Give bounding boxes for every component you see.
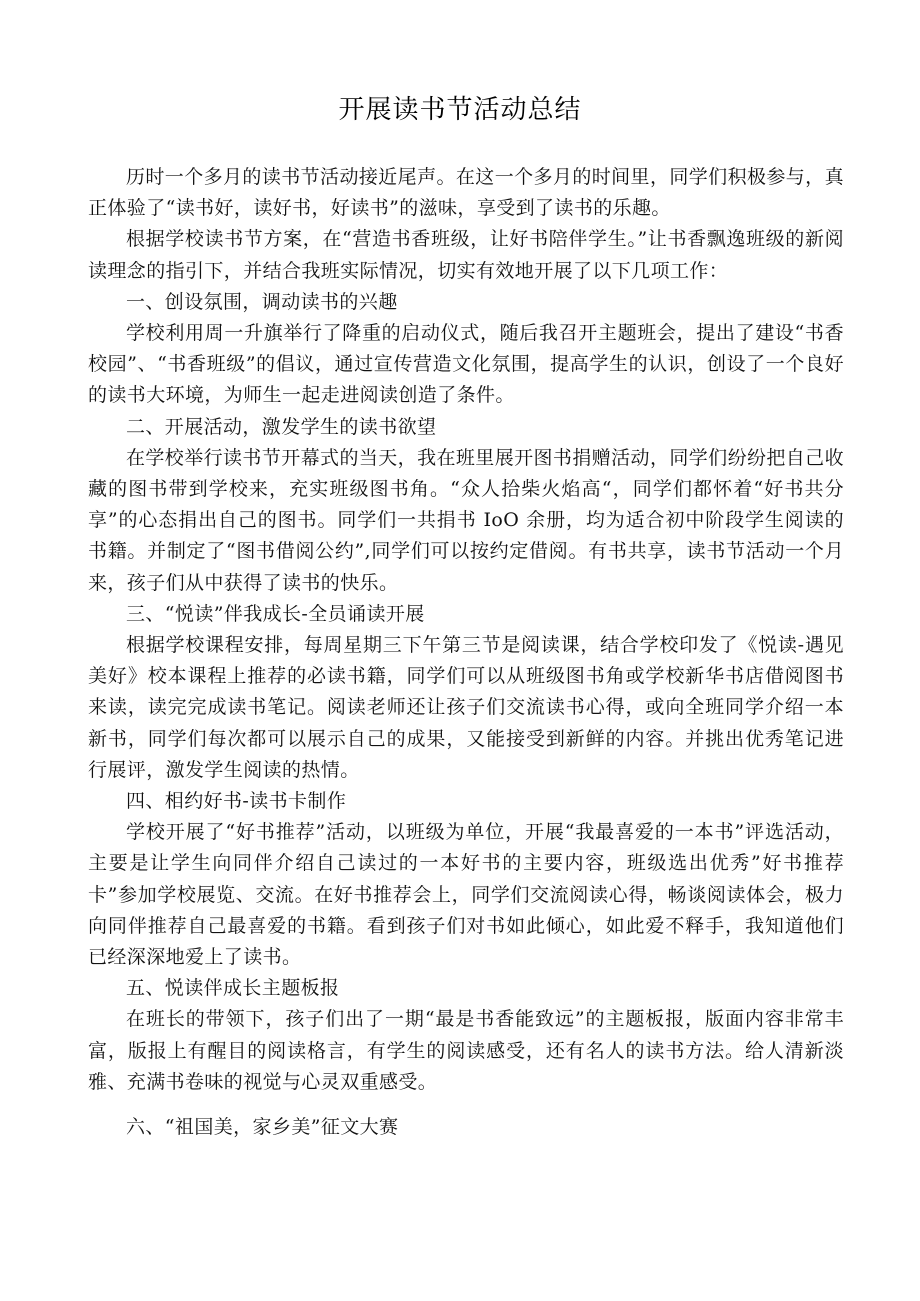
document-title: 开展读书节活动总结: [338, 95, 582, 125]
document-body: [88, 162, 844, 1143]
section-heading-4: 四、相约好书-读书卡制作: [126, 790, 347, 813]
section-heading-6: 六、“祖国美，家乡美”征文大赛: [126, 1116, 399, 1139]
section-heading-3: 三、“悦读”伴我成长-全员诵读开展: [126, 602, 425, 625]
section-1-paragraph: 学校利用周一升旗举行了降重的启动仪式，随后我召开主题班会，提出了建设“书香校园”、“书香班级”的倡议，通过宣传营造文化氛围，提高学生的认识，创设了一个良好的读书大环境，为师生一起走进阅读创造了条件。: [88, 322, 844, 407]
section-heading-1: 一、创设氛围，调动读书的兴趣: [126, 290, 398, 313]
section-2-paragraph: 在学校举行读书节开幕式的当天，我在班里展开图书捐赠活动，同学们纷纷把自己收藏的图书带到学校来，充实班级图书角。“众人拾柴火焰高“，同学们都怀着“好书共分享”的心态捐出自己的图书。同学们一共捐书 IoO 余册，均为适合初中阶段学生阅读的书籍。并制定了“图书借阅公约”,同学们可以按约定借阅。有书共享，读书节活动一个月来，孩子们从中获得了读书的快乐。: [88, 446, 844, 594]
section-4-paragraph: 学校开展了“好书推荐”活动，以班级为单位，开展“我最喜爱的一本书”评选活动，主要是让学生向同伴介绍自己读过的一本好书的主要内容，班级选出优秀”好书推荐卡”参加学校展览、交流。在好书推荐会上，同学们交流阅读心得，畅谈阅读体会，极力向同伴推荐自己最喜爱的书籍。看到孩子们对书如此倾心，如此爱不释手，我知道他们已经深深地爱上了读书。: [88, 821, 844, 969]
section-5-paragraph: 在班长的带领下，孩子们出了一期“最是书香能致远”的主题板报，版面内容非常丰富，版报上有醒目的阅读格言，有学生的阅读感受，还有名人的读书方法。给人清新淡雅、充满书卷味的视觉与心灵双重感受。: [88, 1008, 844, 1093]
intro-paragraph: 历时一个多月的读书节活动接近尾声。在这一个多月的时间里，同学们积极参与，真正体验了“读书好，读好书，好读书”的滋味，享受到了读书的乐趣。: [88, 166, 844, 220]
plan-paragraph: 根据学校读书节方案，在“营造书香班级，让好书陪伴学生。”让书香飘逸班级的新阅读理念的指引下，并结合我班实际情况，切实有效地开展了以下几项工作：: [88, 228, 844, 282]
section-heading-2: 二、开展活动，激发学生的读书欲望: [126, 415, 437, 438]
section-heading-5: 五、悦读伴成长主题板报: [126, 977, 340, 1000]
section-3-paragraph: 根据学校课程安排，每周星期三下午第三节是阅读课，结合学校印发了《悦读-遇见美好》校本课程上推荐的必读书籍，同学们可以从班级图书角或学校新华书店借阅图书来读，读完完成读书笔记。阅读老师还让孩子们交流读书心得，或向全班同学介绍一本新书，同学们每次都可以展示自己的成果，又能接受到新鲜的内容。并挑出优秀笔记进行展评，激发学生阅读的热情。: [88, 634, 844, 781]
